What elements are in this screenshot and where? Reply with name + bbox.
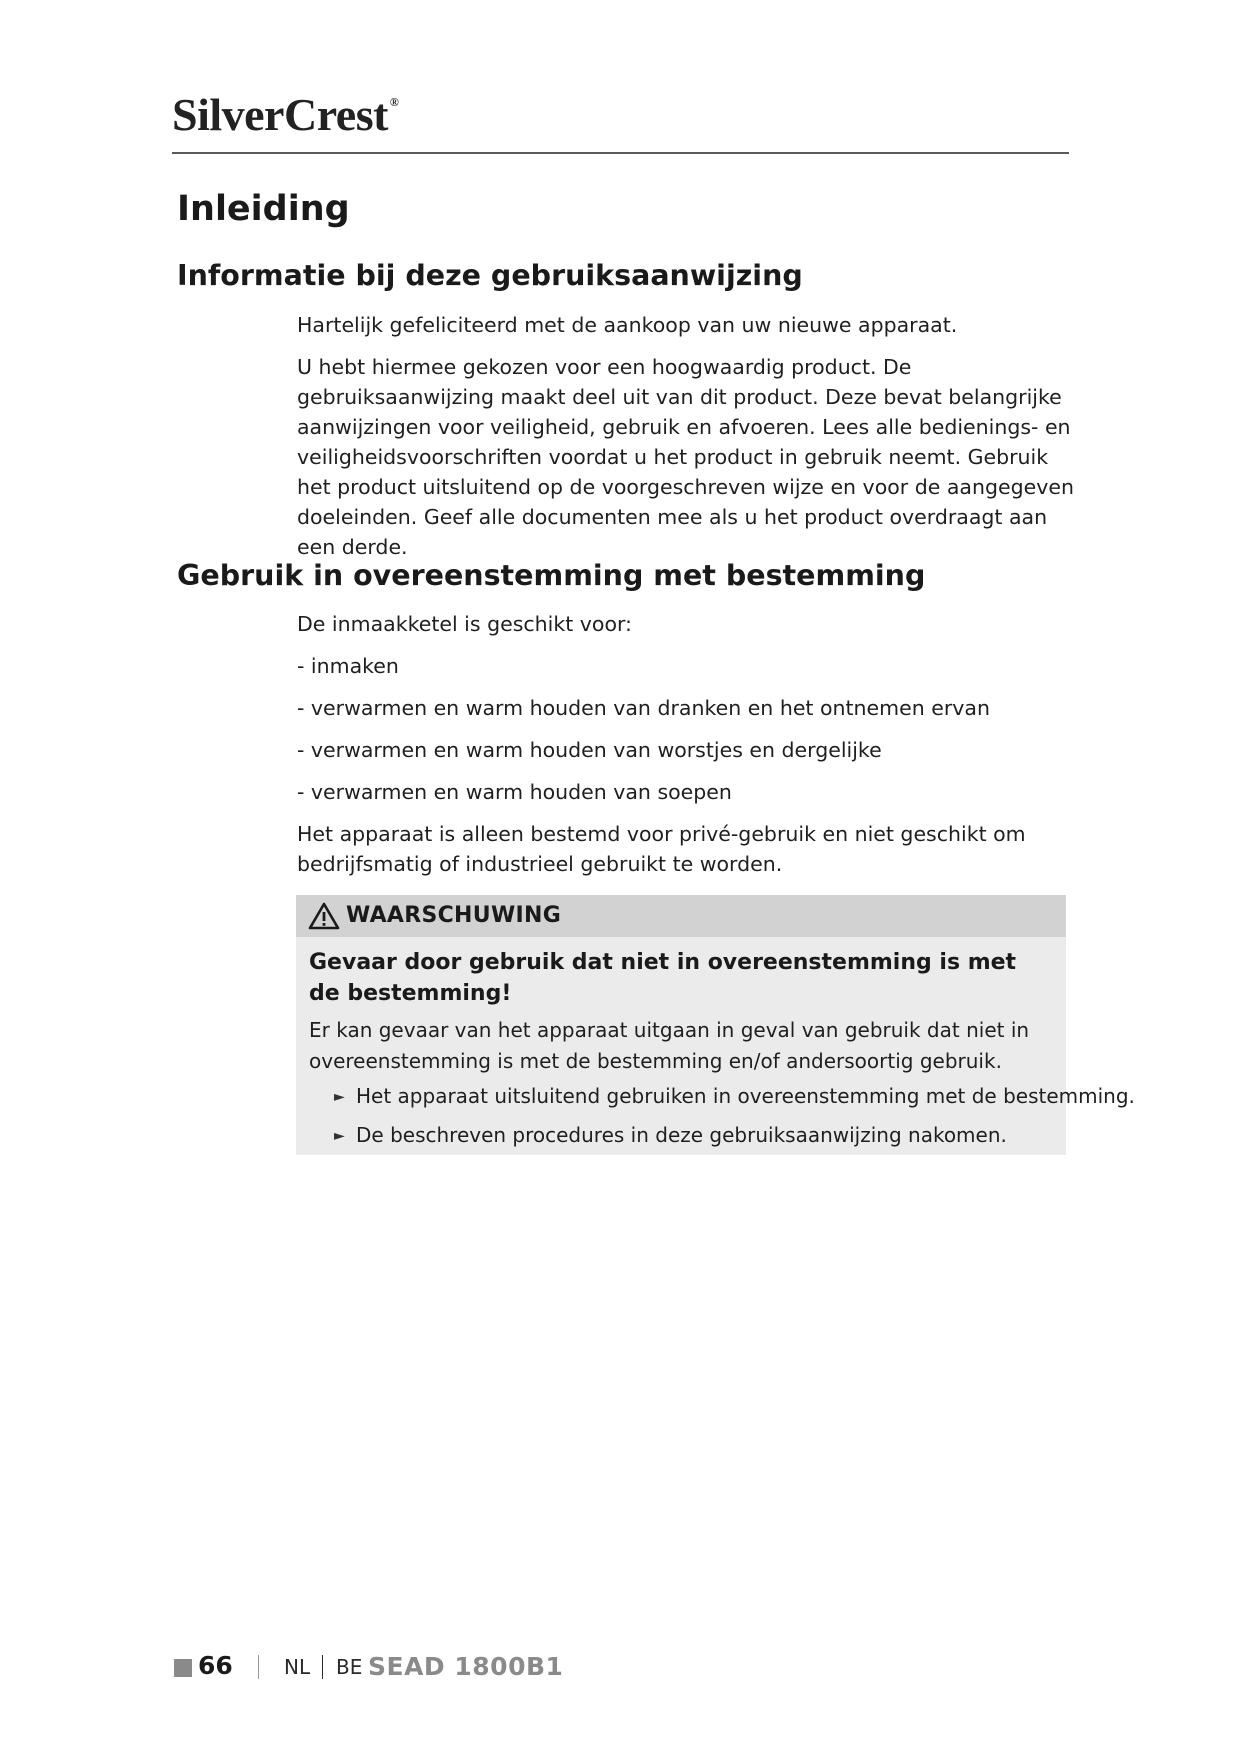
list-item: - verwarmen en warm houden van soepen bbox=[297, 780, 732, 804]
warning-danger-heading: Gevaar door gebruik dat niet in overeenstemming is met de bestemming! bbox=[309, 950, 1017, 1006]
suited-for-paragraph: De inmaakketel is geschikt voor: bbox=[297, 612, 632, 636]
page-title: Inleiding bbox=[177, 189, 350, 229]
brand-name: SilverCrest bbox=[172, 89, 388, 140]
list-item: - verwarmen en warm houden van worstjes en dergelijke bbox=[297, 738, 882, 762]
private-use-paragraph: Het apparaat is alleen bestemd voor privé-gebruik en niet geschikt om bedrijfsmatig of industrieel gebruikt te worden. bbox=[297, 822, 1026, 876]
intro-paragraph: U hebt hiermee gekozen voor een hoogwaardig product. De gebruiksaanwijzing maakt deel uit van dit product. Deze bevat belangrijke aanwijzingen voor veiligheid, gebruik en afvoeren. Lees alle bedienings- en veiligheidsvoorschriften voordat u het product in gebruik neemt. Gebruik het product uitsluitend op de voorgeschreven wijze en voor de aangegeven doeleinden. Geef alle documenten mee als u het product overdraagt aan een derde. bbox=[297, 355, 1074, 559]
registered-mark: ® bbox=[389, 95, 399, 109]
list-item: - inmaken bbox=[297, 654, 399, 678]
warning-bullet-text: De beschreven procedures in deze gebruiksaanwijzing nakomen. bbox=[356, 1123, 1007, 1147]
section-heading-info: Informatie bij deze gebruiksaanwijzing bbox=[177, 259, 803, 292]
section-heading-use: Gebruik in overeenstemming met bestemming bbox=[177, 559, 926, 592]
list-item: - verwarmen en warm houden van dranken en het ontnemen ervan bbox=[297, 696, 990, 720]
warning-bullet bbox=[334, 1120, 1007, 1151]
language-code-nl: NL bbox=[284, 1655, 311, 1679]
footer-divider bbox=[258, 1655, 259, 1679]
arrow-right-icon: ► bbox=[334, 1089, 345, 1105]
header-divider bbox=[172, 152, 1069, 154]
brand-logo bbox=[172, 89, 399, 140]
arrow-right-icon: ► bbox=[334, 1128, 345, 1144]
language-code-be: BE bbox=[336, 1655, 363, 1679]
page-number: 66 bbox=[198, 1651, 233, 1680]
warning-bullet bbox=[334, 1081, 1135, 1112]
warning-header bbox=[296, 895, 1066, 937]
footer-divider bbox=[322, 1655, 323, 1679]
congrats-paragraph: Hartelijk gefeliciteerd met de aankoop van uw nieuwe apparaat. bbox=[297, 313, 958, 337]
warning-text: Er kan gevaar van het apparaat uitgaan in geval van gebruik dat niet in overeenstemming is met de bestemming en/of andersoortig gebruik. bbox=[309, 1018, 1030, 1073]
warning-bullet-text: Het apparaat uitsluitend gebruiken in overeenstemming met de bestemming. bbox=[356, 1084, 1135, 1108]
model-number: SEAD 1800B1 bbox=[368, 1652, 564, 1681]
warning-title: WAARSCHUWING bbox=[346, 903, 562, 928]
warning-triangle-icon bbox=[308, 902, 340, 930]
warning-box bbox=[296, 895, 1135, 1155]
footer-square-icon bbox=[174, 1659, 192, 1677]
